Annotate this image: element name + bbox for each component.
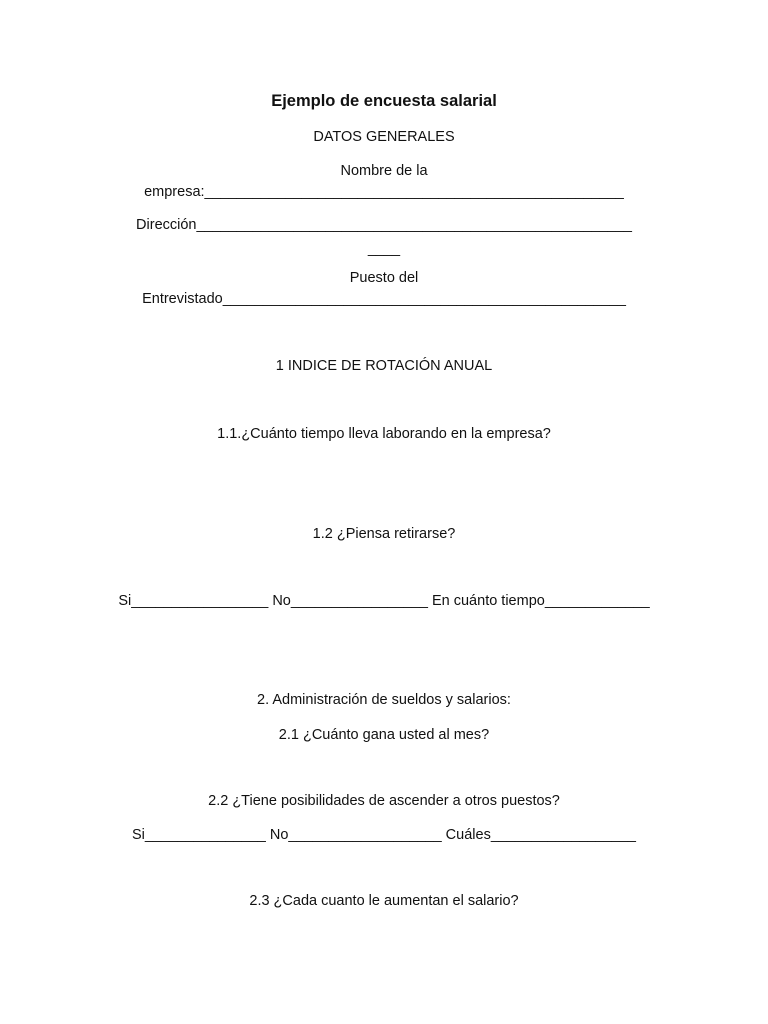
question-1-2-answer-line: Si_________________ No_________________ En cuánto tiempo_____________ [118,593,650,609]
question-2-1: 2.1 ¿Cuánto gana usted al mes? [278,727,490,743]
section1-heading: 1 INDICE DE ROTACIÓN ANUAL [275,358,493,374]
company-label-line1: Nombre de la [340,163,428,179]
section2-heading: 2. Administración de sueldos y salarios: [257,692,511,708]
document-title: Ejemplo de encuesta salarial [271,92,497,110]
address-field: Dirección______________________________________________________ [136,217,632,233]
question-2-2-answer-line: Si_______________ No___________________ Cuáles__________________ [132,827,636,843]
question-1-1: 1.1.¿Cuánto tiempo lleva laborando en la empresa? [217,426,551,442]
interviewee-field: Entrevistado__________________________________________________ [142,291,626,307]
company-field: empresa:____________________________________________________ [144,184,624,200]
address-field-continuation: ____ [367,241,401,257]
question-1-2: 1.2 ¿Piensa retirarse? [312,526,456,542]
section-general-heading: DATOS GENERALES [313,129,455,145]
position-label-line1: Puesto del [349,270,419,286]
question-2-3: 2.3 ¿Cada cuanto le aumentan el salario? [249,893,519,909]
question-2-2: 2.2 ¿Tiene posibilidades de ascender a otros puestos? [208,793,560,809]
